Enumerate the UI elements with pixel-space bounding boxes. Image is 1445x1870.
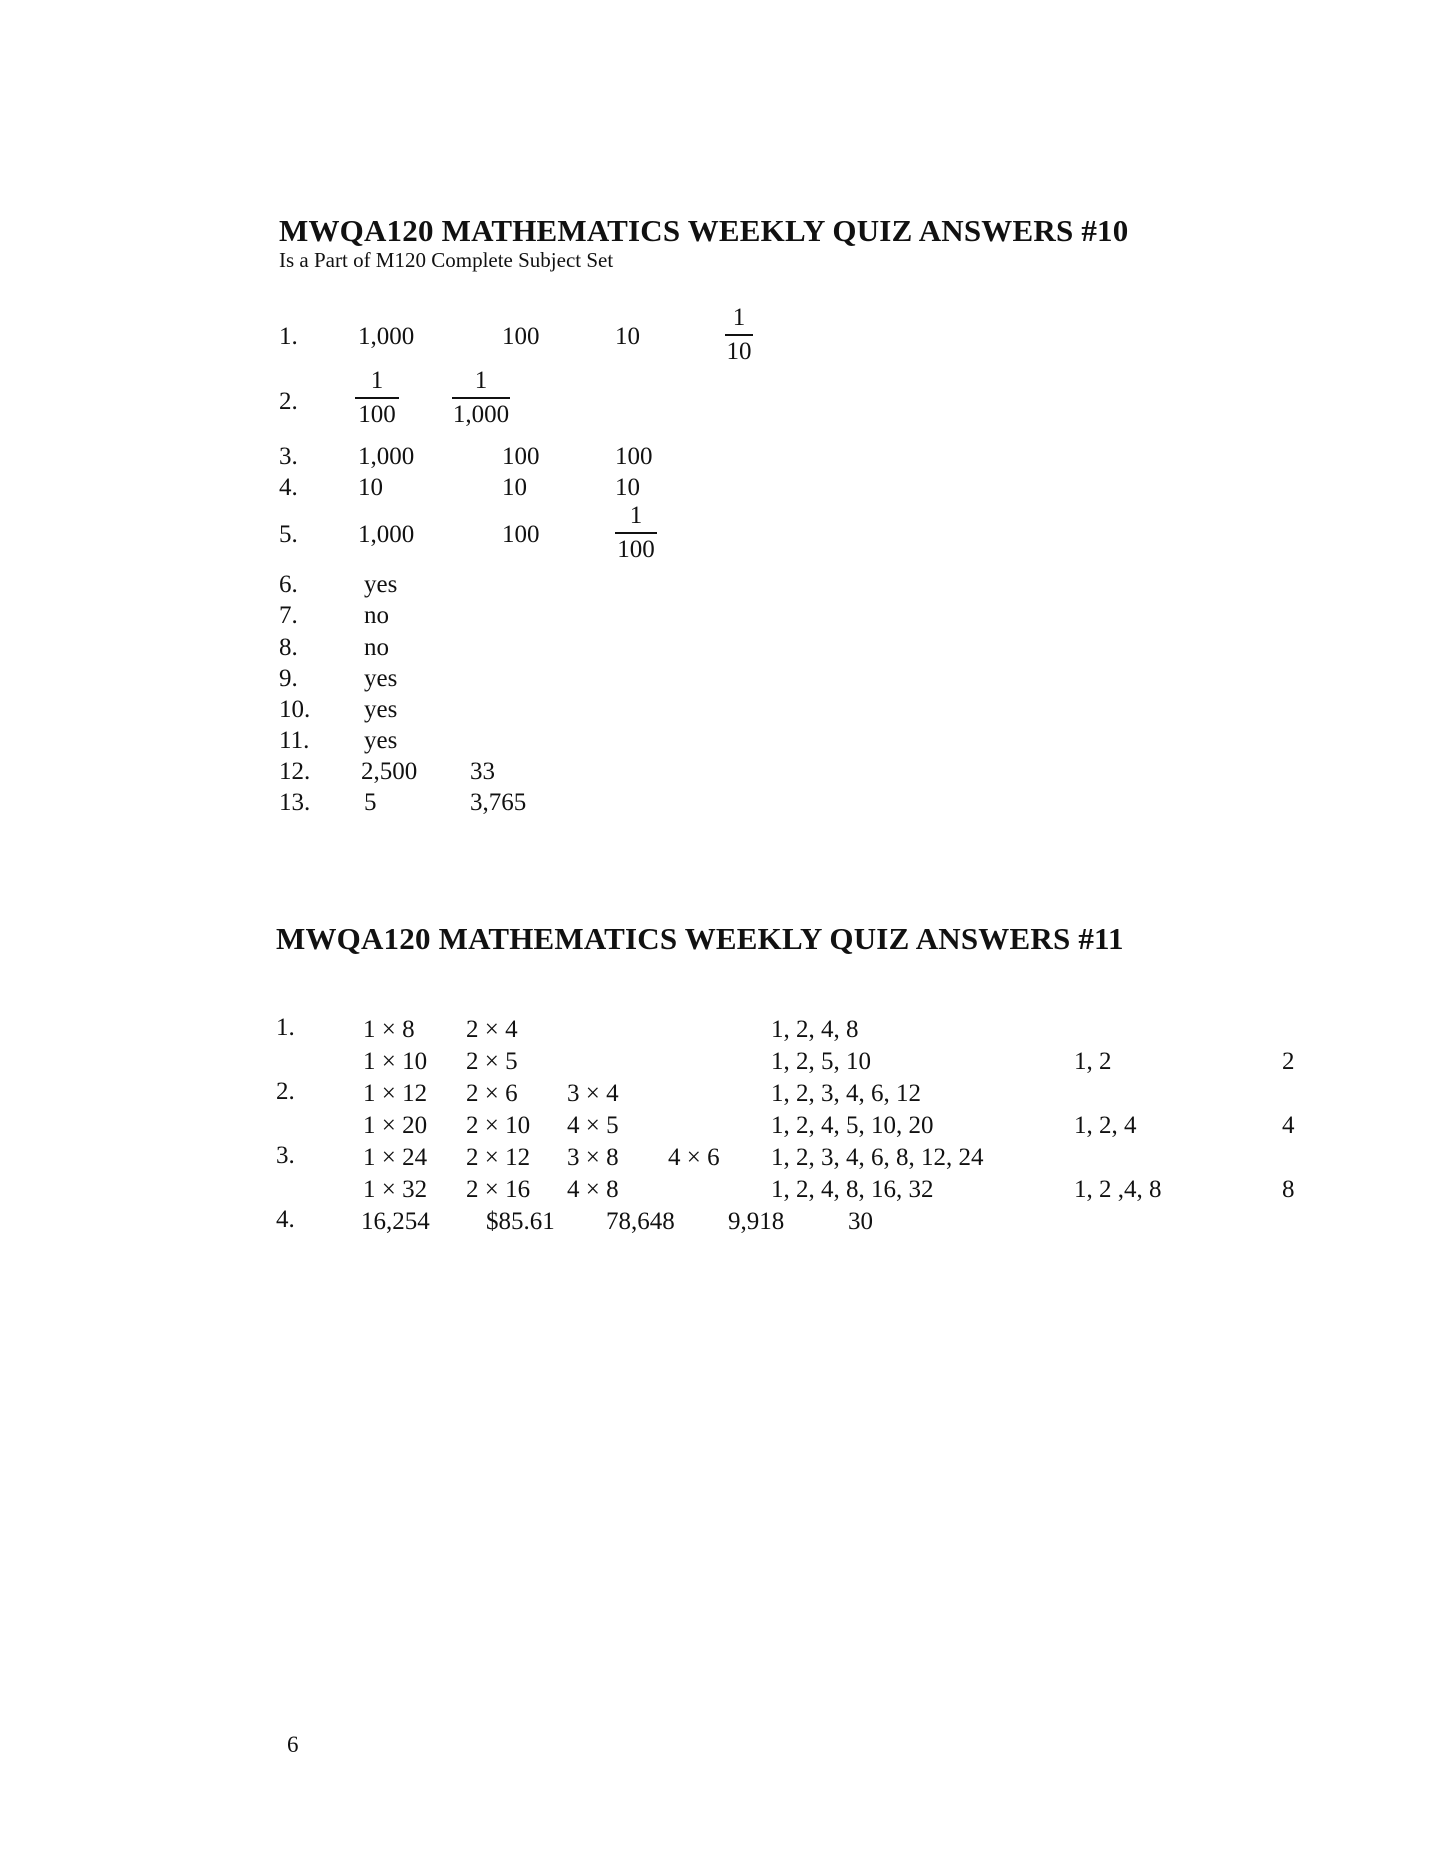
q11-product: 1 × 8 [363,1016,415,1043]
q11-product: 4 × 6 [668,1144,720,1171]
q11-product: 2 × 12 [466,1144,531,1171]
q11-factor-list: 1, 2, 4, 5, 10, 20 [771,1112,934,1139]
q11-product: 2 × 16 [466,1176,531,1203]
q10-a3-value: 1,000 [358,443,415,470]
fraction-numerator: 1 [629,502,643,529]
q10-a1-value: 1,000 [358,323,415,350]
fraction-numerator: 1 [474,367,488,394]
q11-number-3: 3. [276,1142,295,1169]
q10-a12-value: 33 [470,758,495,785]
q10-a4-value: 10 [502,474,527,501]
q10-a1-value: 100 [502,323,540,350]
q11-common-factors: 1, 2 [1074,1048,1112,1075]
q11-product: 1 × 32 [363,1176,428,1203]
fraction-bar [615,532,657,534]
q11-gcf: 4 [1282,1112,1295,1139]
q11-a4-value: $85.61 [486,1208,555,1235]
q10-number-5: 5. [279,521,298,548]
q11-factor-list: 1, 2, 5, 10 [771,1048,871,1075]
q11-product: 2 × 6 [466,1080,518,1107]
q10-a3-value: 100 [502,443,540,470]
q10-a1-fraction [725,305,753,365]
quiz11-title: MWQA120 MATHEMATICS WEEKLY QUIZ ANSWERS #11 [276,921,1124,956]
q11-factor-list: 1, 2, 3, 4, 6, 12 [771,1080,921,1107]
q11-a4-value: 9,918 [728,1208,785,1235]
q10-number-8: 8. [279,634,298,661]
q10-a2-fraction [355,368,399,428]
q10-a13-value: 3,765 [470,789,527,816]
q10-a2-fraction [452,368,510,428]
q10-a5-fraction [615,503,657,563]
q10-a1-value: 10 [615,323,640,350]
q10-a8-value: no [364,634,389,661]
q11-factor-list: 1, 2, 3, 4, 6, 8, 12, 24 [771,1144,984,1171]
q11-product: 1 × 24 [363,1144,428,1171]
q10-number-7: 7. [279,602,298,629]
fraction-bar [725,334,753,336]
q10-number-13: 13. [279,789,311,816]
fraction-bar [355,397,399,399]
q11-product: 2 × 4 [466,1016,518,1043]
q11-product: 2 × 10 [466,1112,531,1139]
q10-a13-value: 5 [364,789,377,816]
fraction-bar [452,397,510,399]
q11-product: 1 × 20 [363,1112,428,1139]
q11-product: 3 × 4 [567,1080,619,1107]
q10-number-1: 1. [279,323,298,350]
q10-a5-value: 100 [502,521,540,548]
q11-product: 1 × 10 [363,1048,428,1075]
q10-number-4: 4. [279,474,298,501]
q10-number-2: 2. [279,388,298,415]
q10-number-6: 6. [279,571,298,598]
q11-gcf: 8 [1282,1176,1295,1203]
q11-a4-value: 16,254 [361,1208,430,1235]
q11-number-4: 4. [276,1206,295,1233]
q11-common-factors: 1, 2 ,4, 8 [1074,1176,1162,1203]
fraction-denominator: 100 [617,535,655,563]
q11-a4-value: 78,648 [606,1208,675,1235]
q10-a6-value: yes [364,571,398,598]
q11-number-1: 1. [276,1014,295,1041]
q11-factor-list: 1, 2, 4, 8 [771,1016,859,1043]
q10-a10-value: yes [364,696,398,723]
q11-product: 4 × 5 [567,1112,619,1139]
fraction-denominator: 10 [726,337,752,365]
q10-a5-value: 1,000 [358,521,415,548]
q10-a3-value: 100 [615,443,653,470]
q11-product: 2 × 5 [466,1048,518,1075]
q10-number-12: 12. [279,758,311,785]
q11-a4-value: 30 [848,1208,873,1235]
q11-factor-list: 1, 2, 4, 8, 16, 32 [771,1176,934,1203]
q11-product: 1 × 12 [363,1080,428,1107]
q10-a7-value: no [364,602,389,629]
q11-common-factors: 1, 2, 4 [1074,1112,1137,1139]
quiz10-title: MWQA120 MATHEMATICS WEEKLY QUIZ ANSWERS #10 [279,213,1129,248]
fraction-denominator: 100 [358,400,396,428]
q10-a4-value: 10 [358,474,383,501]
quiz10-subtitle: Is a Part of M120 Complete Subject Set [279,248,614,272]
q10-a12-value: 2,500 [361,758,418,785]
page-number: 6 [287,1732,299,1757]
q11-number-2: 2. [276,1078,295,1105]
q10-number-3: 3. [279,443,298,470]
q10-a11-value: yes [364,727,398,754]
fraction-denominator: 1,000 [452,400,510,428]
fraction-numerator: 1 [732,304,746,331]
q10-number-10: 10. [279,696,311,723]
fraction-numerator: 1 [370,367,384,394]
q11-gcf: 2 [1282,1048,1295,1075]
q11-product: 3 × 8 [567,1144,619,1171]
q10-a4-value: 10 [615,474,640,501]
q10-number-11: 11. [279,727,310,754]
q10-number-9: 9. [279,665,298,692]
q11-product: 4 × 8 [567,1176,619,1203]
q10-a9-value: yes [364,665,398,692]
